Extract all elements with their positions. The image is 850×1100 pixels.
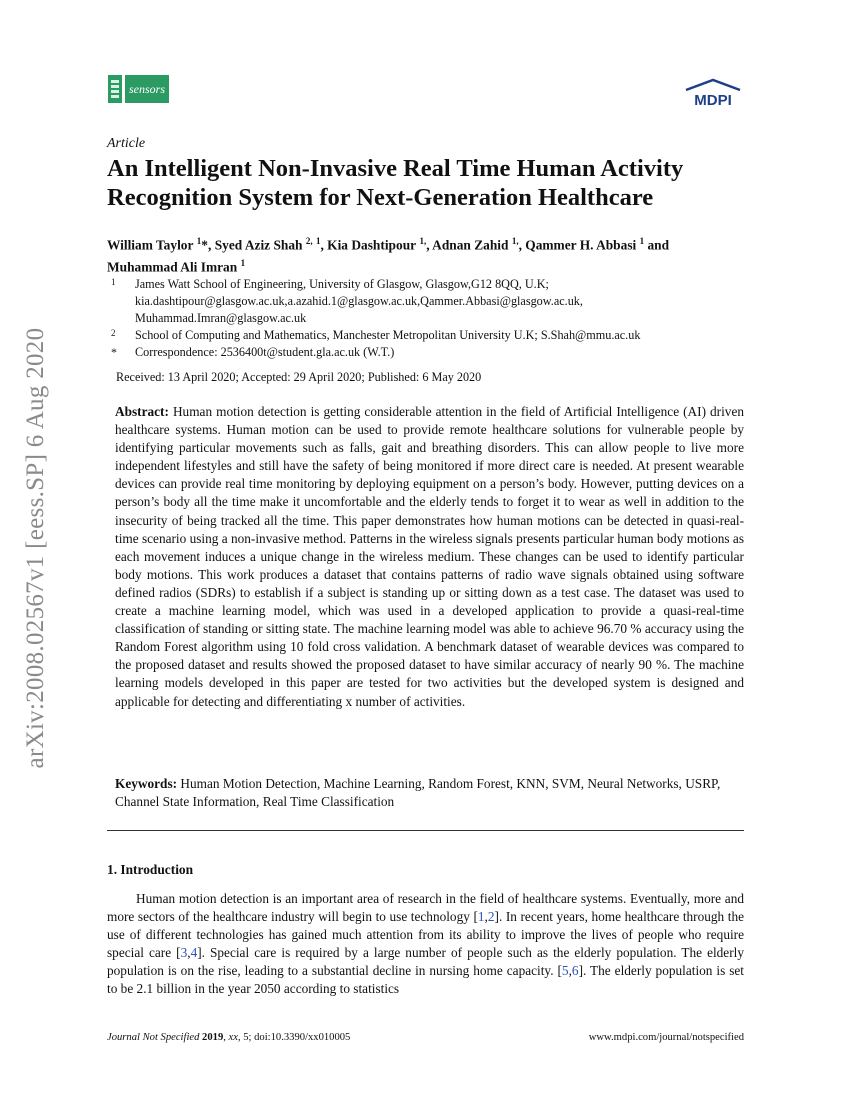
footer-volume: xx	[228, 1032, 238, 1043]
footer-journal: Journal Not Specified	[107, 1032, 200, 1043]
citation-link[interactable]: 4	[190, 945, 198, 961]
abstract-label: Abstract:	[115, 404, 169, 419]
citation-link[interactable]: 1	[477, 909, 485, 925]
citation-link[interactable]: 6	[571, 963, 579, 979]
author-name: Adnan Zahid	[432, 237, 509, 253]
footer-year: 2019	[202, 1032, 224, 1043]
author-affiliation-marker: 1,	[511, 236, 519, 246]
author-name: Muhammad Ali Imran	[107, 259, 238, 275]
publisher-logo	[682, 78, 744, 113]
journal-logo-text: sensors	[125, 75, 169, 103]
affiliation-line: Muhammad.Imran@glasgow.ac.uk	[135, 311, 307, 325]
publisher-logo-graphic	[682, 78, 744, 108]
citation-link[interactable]: 5	[561, 963, 569, 979]
author-name: Kia Dashtipour	[327, 237, 417, 253]
paper-title	[107, 154, 757, 212]
author-affiliation-marker: 1	[315, 236, 321, 246]
journal-logo-mark	[108, 75, 122, 103]
affiliation-line: School of Computing and Mathematics, Manchester Metropolitan University U.K; S.Shah@mmu.ac.uk	[135, 328, 641, 342]
introduction-paragraph: Human motion detection is an important area of research in the field of healthcare systems. Eventually, more and more sectors of the healthcare industry will begin to use technology [1,2]. In recent years, home healthcare through the use of different technologies has gained much attention from its ability to improve the lives of people who require special care [3,4]. Special care is required by a large number of people such as the elderly population. The elderly population is on the rise, leading to a substantial decline in nursing home capacity. [5,6]. The elderly population is set to be 2.1 billion in the year 2050 according to statistics	[107, 891, 744, 997]
journal-logo	[108, 75, 169, 103]
keywords	[115, 775, 744, 811]
citation-link[interactable]: 2	[487, 909, 495, 925]
arxiv-identifier: arXiv:2008.02567v1 [eess.SP] 6 Aug 2020	[22, 327, 49, 769]
publisher-logo-text: MDPI	[694, 92, 732, 108]
affiliation-marker: 1	[111, 277, 116, 287]
keywords-label: Keywords:	[115, 776, 178, 791]
footer-doi: , 5; doi:10.3390/xx010005	[237, 1032, 351, 1043]
footer-url[interactable]: www.mdpi.com/journal/notspecified	[588, 1032, 744, 1043]
citation-link[interactable]: 3	[180, 945, 188, 961]
abstract-text: Human motion detection is getting considerable attention in the field of Artificial Intelligence (AI) driven healthcare systems. Human motion can be used to provide remote healthcare solutions for vulnerable people by identifying particular movements such as falls, gait and breathing disorders. This can allow people to live more independent lifestyles and still have the safety of being monitored if more direct care is needed. At present wearable devices can provide real time monitoring by deploying equipment on a person’s body. However, putting devices on a person’s body all the time make it uncomfortable and the elderly tends to forget it to wear as well in addition to the insecurity of being tracked all the time. This paper demonstrates how human motions can be detected in quasi-real-time scenario using a non-invasive method. Patterns in the wireless signals presents particular human body motions as each movement induces a unique change in the wireless medium. These changes can be used to identify particular body motions. This work produces a dataset that contains patterns of radio wave signals obtained using software defined radios (SDRs) to establish if a subject is standing up or sitting down as a test case. The dataset was used to create a machine learning model, which was used in a developed application to provide a quasi-real-time classification of standing or sitting state. The machine learning model was able to achieve 96.70 % accuracy using the Random Forest algorithm using 10 fold cross validation. A benchmark dataset of wearable devices was compared to the proposed dataset and results showed the proposed dataset to have similar accuracy of nearly 90 %. The machine learning models developed in this paper are tested for two activities but the developed system is designed and applicable for detecting and differentiating x number of activities.	[115, 404, 744, 709]
author-list: William Taylor $^1$*, Syed Aziz Shah $^{2,}$ $^1$, Kia Dashtipour $^{1,}$, Adnan Zahid $^{1,}$, Qammer H. Abbasi $^1$ and Muhammad Ali Imran $^1$	[107, 236, 670, 275]
keywords-text: Human Motion Detection, Machine Learning, Random Forest, KNN, SVM, Neural Networks, USRP, Channel State Information, Real Time Classification	[115, 776, 721, 810]
affiliation-line: James Watt School of Engineering, University of Glasgow, Glasgow,G12 8QQ, U.K;	[135, 277, 549, 291]
affiliation-line: kia.dashtipour@glasgow.ac.uk,a.azahid.1@glasgow.ac.uk,Qammer.Abbasi@glasgow.ac.uk,	[135, 294, 583, 308]
section-divider	[107, 830, 744, 831]
author-affiliation-marker: 1	[196, 236, 202, 246]
footer-citation: Journal Not Specified 2019, xx, 5; doi:10.3390/xx010005	[107, 1032, 351, 1043]
author-name: Qammer H. Abbasi	[525, 237, 637, 253]
publication-dates: Received: 13 April 2020; Accepted: 29 April 2020; Published: 6 May 2020	[116, 370, 482, 384]
title-line-2: Recognition System for Next-Generation Healthcare	[107, 184, 654, 211]
abstract	[115, 403, 744, 711]
correspondence-marker: *	[111, 345, 117, 359]
author-affiliation-marker: 1	[240, 258, 246, 269]
correspondence-line: Correspondence: 2536400t@student.gla.ac.uk (W.T.)	[135, 345, 395, 359]
article-type: Article	[107, 136, 146, 151]
author-name: Syed Aziz Shah	[214, 237, 303, 253]
section-heading: 1. Introduction	[107, 862, 194, 877]
author-affiliation-marker: 1,	[419, 236, 427, 246]
title-line-1: An Intelligent Non-Invasive Real Time Human Activity	[107, 155, 684, 182]
author-affiliation-marker: 2,	[305, 236, 313, 246]
author-affiliation-marker: 1	[639, 236, 645, 246]
affiliation-marker: 2	[111, 328, 116, 338]
author-name: William Taylor	[107, 237, 194, 253]
